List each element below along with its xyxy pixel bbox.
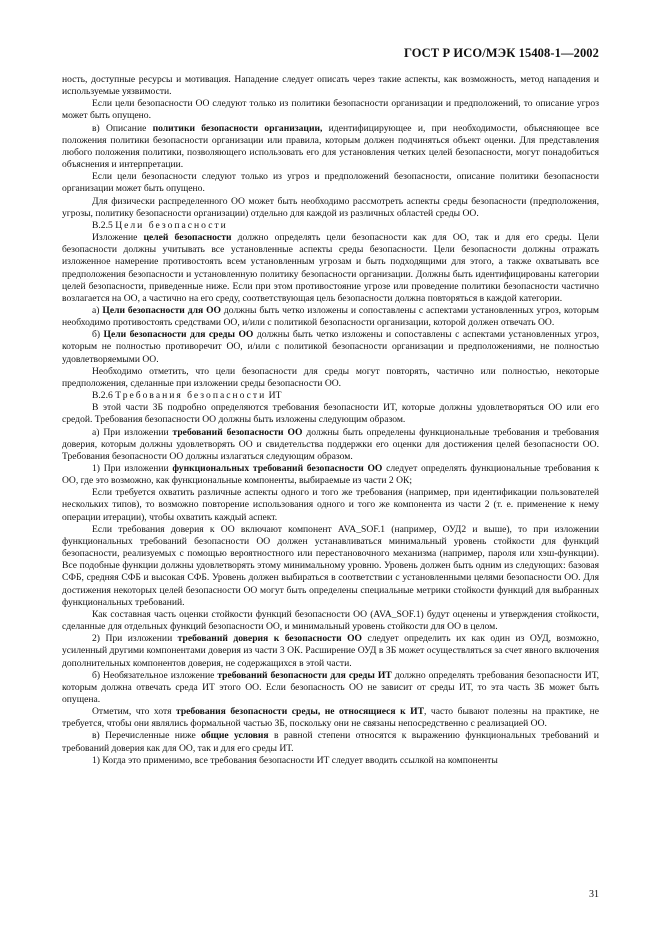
term-highlight: общие условия xyxy=(201,730,269,742)
paragraph: Отметим, что хотя требования безопасности среды, не относящиеся к ИТ, часто бывают полезны на практике, не требуется, чтобы они являлись формальной частью ЗБ, поскольку они не связаны непосредственно с реализацией ОО. xyxy=(62,706,599,730)
page-number: 31 xyxy=(589,889,599,900)
paragraph: Изложение целей безопасности должно определять цели безопасности как для ОО, так и для его среды. Цели безопасности должны учитывать все установленные аспекты среды безопасности. Цели безопасности должны отражать изложенное намерение противостоять всем установленным угрозам и быть подходящими для этого, а также охватывать все предположения безопасности и установленную политику безопасности организации. Должны быть идентифицированы категории целей безопасности, приведенные ниже. Если при этом противостояние угрозе или проведение политики безопасности частично возлагается на ОО, а частично на его среду, соответствующая цель безопасности должна повторяться в каждой категории. xyxy=(62,232,599,304)
paragraph: в) Описание политики безопасности организации, идентифицирующее и, при необходимости, объясняющее все положения политики безопасности организации или правила, которым должен подчиняться объект оценки. Для представления любого положения политики, позволяющего использовать его для установления четких целей безопасности, могут понадобиться объяснения и интерпретации. xyxy=(62,122,599,171)
term-highlight: требований безопасности ОО xyxy=(172,426,303,438)
paragraph: 1) Когда это применимо, все требования безопасности ИТ следует вводить ссылкой на компоненты xyxy=(92,754,498,766)
paragraph: а) При изложении требований безопасности ОО должны быть определены функциональные требования и требования доверия, которым должны удовлетворять ОО и свидетельства поддержки его оценки для достижения целей безопасности ОО. Требования безопасности ОО должны излагаться следующим образом. xyxy=(62,426,599,462)
paragraph: б) Цели безопасности для среды ОО должны быть четко изложены и сопоставлены с аспектами установленных угроз, которым не полностью противоречит ОО, и/или с политикой безопасности организации и предположениями, не полностью удовлетворяемыми ОО. xyxy=(62,329,599,365)
term-highlight: политики безопасности организации, xyxy=(152,122,323,134)
paragraph: В этой части ЗБ подробно определяются требования безопасности ИТ, которые должны удовлетворяться ОО или его средой. Требования безопасности ОО должны быть изложены следующим образом. xyxy=(62,402,599,426)
paragraph: 2) При изложении требований доверия к безопасности ОО следует определить их как один из ОУД, возможно, усиленный другими компонентами доверия из части 3 ОК. Расширение ОУД в ЗБ может осуществляться за счет явного включения дополнительных компонентов доверия, не содержащихся в этой части. xyxy=(62,633,599,669)
term-highlight: Цели безопасности для среды ОО xyxy=(103,329,254,341)
section-heading-title: Цели безопасности xyxy=(115,219,228,231)
paragraph: Как составная часть оценки стойкости функций безопасности ОО (AVA_SOF.1) будут оценены и утверждения стойкости, сделанные для отдельных функций безопасности ОО, и минимальный уровень стойкости для ОО в целом. xyxy=(62,608,599,633)
section-heading-title: Требования безопасности xyxy=(115,390,267,402)
paragraph: Если требования доверия к ОО включают компонент AVA_SOF.1 (например, ОУД2 и выше), то при изложении функциональных требований безопасности ОО должен устанавливаться минимальный уровень стойкости для функций безопасности, реализуемых с помощью вероятностного или перестановочного механизма (например, пароля или хэш-функции). Все подобные функции должны удовлетворять этому минимальному уровню. Уровень должен быть одним из следующих: базовая СФБ, средняя СФБ и высокая СФБ. Уровень должен выбираться в соответствии с установленными целями безопасности ОО. Для достижения некоторых целей безопасности ОО могут быть определены специальные метрики стойкости функций для выбранных функциональных требований. xyxy=(62,523,599,608)
section-heading: В.2.6 Требования безопасности ИТ xyxy=(92,390,282,402)
paragraph: б) Необязательное изложение требований безопасности для среды ИТ должно определять требования безопасности ИТ, которым должна отвечать среда ИТ этого ОО. Если безопасность ОО не зависит от среды ИТ, то эта часть ЗБ может быть опущена. xyxy=(62,669,599,705)
paragraph: Для физически распределенного ОО может быть необходимо рассмотреть аспекты среды безопасности (предположения, угрозы, политику безопасности организации) отдельно для каждой из различных областей среды ОО. xyxy=(62,195,599,219)
paragraph: Если требуется охватить различные аспекты одного и того же требования (например, при идентификации пользователей нескольких типов), то возможно повторение использования одного и того же компонента из части 2 (т. е. применение к нему операции итерации), чтобы охватить каждый аспект. xyxy=(62,487,599,523)
term-highlight: требования безопасности среды, не относящиеся к ИТ xyxy=(175,706,424,718)
paragraph: а) Цели безопасности для ОО должны быть четко изложены и сопоставлены с аспектами установленных угроз, которым необходимо противостоять средствами ОО, и/или с политикой безопасности организации, которой должен отвечать ОО. xyxy=(62,304,599,329)
term-highlight: функциональных требований безопасности ОО xyxy=(172,463,383,474)
paragraph: Если цели безопасности следуют только из угроз и предположений безопасности, описание политики безопасности организации может быть опущено. xyxy=(62,171,599,195)
section-heading: В.2.5 Цели безопасности xyxy=(92,219,228,231)
term-highlight: целей безопасности xyxy=(143,232,232,244)
term-highlight: требований доверия к безопасности ОО xyxy=(177,633,363,645)
paragraph: в) Перечисленные ниже общие условия в равной степени относятся к выражению функциональных требований и требований доверия как для ОО, так и для его среды ИТ. xyxy=(62,730,599,754)
term-highlight: требований безопасности для среды ИТ xyxy=(217,669,392,681)
term-highlight: Цели безопасности для ОО xyxy=(102,304,221,316)
paragraph: Если цели безопасности ОО следуют только из политики безопасности организации и предположений, то описание угроз может быть опущено. xyxy=(62,98,599,122)
paragraph: 1) При изложении функциональных требований безопасности ОО следует определять функциональные требования к ОО, где это возможно, как функциональные компоненты, выбираемые из части 2 ОК; xyxy=(62,463,599,487)
document-body xyxy=(62,74,599,767)
paragraph: Необходимо отметить, что цели безопасности для среды могут повторять, частично или полностью, некоторые предположения, сделанные при изложении среды безопасности ОО. xyxy=(62,365,599,389)
paragraph: ность, доступные ресурсы и мотивация. Нападение следует описать через такие аспекты, как возможность, метод нападения и используемые уязвимости. xyxy=(62,74,599,98)
document-header: ГОСТ Р ИСО/МЭК 15408-1—2002 xyxy=(403,46,599,60)
